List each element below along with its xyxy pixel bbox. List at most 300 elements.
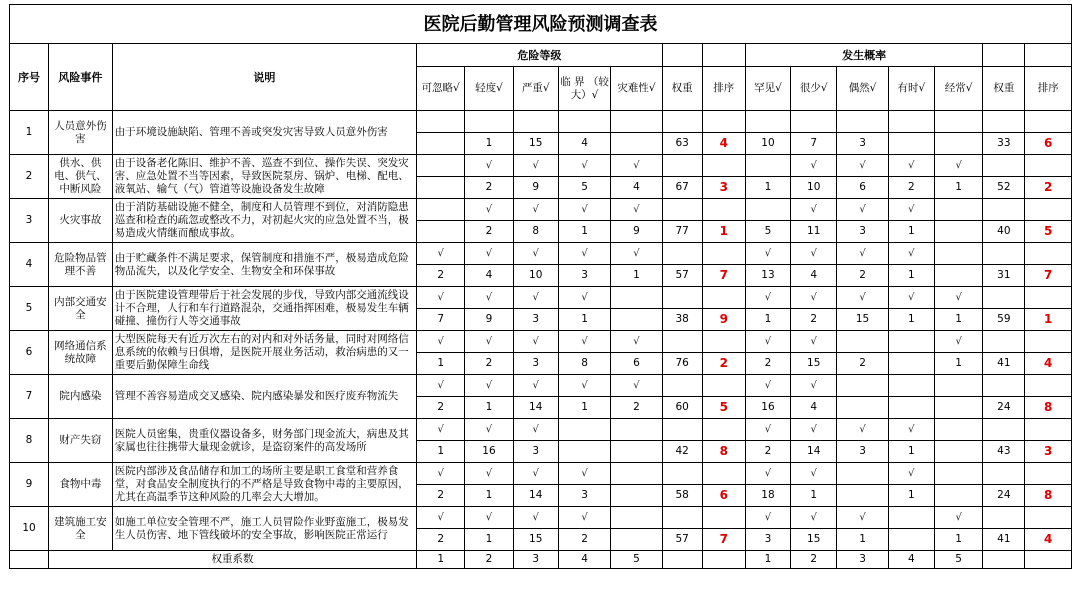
- prob-count: [888, 353, 934, 375]
- prob-count: 3: [837, 221, 888, 243]
- danger-tick: √: [513, 419, 558, 441]
- danger-tick: √: [417, 507, 465, 529]
- prob-count: 7: [791, 133, 837, 155]
- danger-weight: 60: [662, 397, 702, 419]
- danger-tick: √: [465, 463, 513, 485]
- prob-tick: √: [837, 419, 888, 441]
- danger-count: 1: [465, 397, 513, 419]
- danger-rank-header: 排序: [702, 67, 745, 111]
- prob-count: [837, 397, 888, 419]
- danger-weight: 58: [662, 485, 702, 507]
- danger-count: 2: [465, 353, 513, 375]
- danger-count: 16: [465, 441, 513, 463]
- danger-tick: √: [611, 155, 662, 177]
- danger-tick: [465, 111, 513, 133]
- danger-tick: √: [558, 375, 610, 397]
- danger-rank-blank: [702, 111, 745, 133]
- danger-weight-blank: [662, 155, 702, 177]
- prob-weight-blank: [983, 243, 1025, 265]
- danger-tick: [417, 199, 465, 221]
- prob-rank: 5: [1025, 221, 1072, 243]
- prob-count: 15: [791, 353, 837, 375]
- prob-coefficient: 4: [888, 551, 934, 569]
- danger-weight: 42: [662, 441, 702, 463]
- risk-description: 由于医院建设管理带后于社会发展的步伐，导致内部交通流线设计不合理，人行和车行道路混杂，交通指挥困难，极易发生车辆碰撞、撞伤行人等交通事故: [112, 287, 416, 331]
- prob-count: 2: [791, 309, 837, 331]
- prob-rank-blank: [1025, 111, 1072, 133]
- prob-count: 1: [888, 309, 934, 331]
- danger-tick: √: [513, 331, 558, 353]
- prob-level-header: 偶然√: [837, 67, 888, 111]
- prob-tick: √: [934, 155, 982, 177]
- table-row: [10, 507, 1072, 529]
- header-desc: 说明: [112, 44, 416, 111]
- danger-count: 7: [417, 309, 465, 331]
- danger-count: 15: [513, 133, 558, 155]
- table-row: [10, 243, 1072, 265]
- prob-coefficient: 2: [791, 551, 837, 569]
- danger-tick: √: [513, 507, 558, 529]
- danger-tick: √: [611, 199, 662, 221]
- prob-count: [934, 441, 982, 463]
- prob-level-header: 很少√: [791, 67, 837, 111]
- danger-tick: √: [611, 243, 662, 265]
- risk-event: 食物中毒: [49, 463, 113, 507]
- danger-count: 1: [465, 529, 513, 551]
- prob-count: [934, 397, 982, 419]
- table-row: [10, 287, 1072, 309]
- prob-weight: 24: [983, 485, 1025, 507]
- danger-weight: 76: [662, 353, 702, 375]
- prob-tick: √: [934, 507, 982, 529]
- danger-count: [611, 133, 662, 155]
- prob-count: 1: [888, 485, 934, 507]
- row-number: 3: [10, 199, 49, 243]
- danger-tick: [611, 419, 662, 441]
- header-event: 风险事件: [49, 44, 113, 111]
- prob-tick: [791, 111, 837, 133]
- danger-tick: [558, 111, 610, 133]
- danger-tick: √: [465, 375, 513, 397]
- header-probability: 发生概率: [745, 44, 982, 67]
- danger-tick: √: [513, 199, 558, 221]
- danger-rank-blank: [702, 507, 745, 529]
- danger-count: 14: [513, 485, 558, 507]
- prob-weight-header: 权重: [983, 67, 1025, 111]
- weight-coefficient-row: [10, 551, 1072, 569]
- danger-count: [558, 441, 610, 463]
- prob-rank: 3: [1025, 441, 1072, 463]
- danger-tick: √: [558, 155, 610, 177]
- prob-weight: 31: [983, 265, 1025, 287]
- danger-count: 4: [558, 133, 610, 155]
- danger-tick: √: [558, 463, 610, 485]
- prob-tick: √: [791, 243, 837, 265]
- danger-coefficient: 3: [513, 551, 558, 569]
- prob-rank: 2: [1025, 177, 1072, 199]
- danger-tick: √: [417, 331, 465, 353]
- danger-weight: 57: [662, 265, 702, 287]
- danger-rank-blank: [702, 199, 745, 221]
- danger-tick: √: [465, 507, 513, 529]
- prob-rank: 4: [1025, 529, 1072, 551]
- prob-count: [888, 397, 934, 419]
- prob-tick: √: [791, 287, 837, 309]
- danger-tick: √: [611, 331, 662, 353]
- prob-count: [934, 133, 982, 155]
- prob-tick: √: [791, 199, 837, 221]
- risk-event: 建筑施工安全: [49, 507, 113, 551]
- danger-tick: √: [611, 375, 662, 397]
- prob-tick: [837, 331, 888, 353]
- risk-event: 内部交通安全: [49, 287, 113, 331]
- header-no: 序号: [10, 44, 49, 111]
- prob-weight: 24: [983, 397, 1025, 419]
- prob-tick: [888, 507, 934, 529]
- row-number: 1: [10, 111, 49, 155]
- prob-count: 3: [837, 441, 888, 463]
- prob-tick: [888, 331, 934, 353]
- danger-tick: √: [558, 287, 610, 309]
- row-number: 8: [10, 419, 49, 463]
- danger-rank: 7: [702, 529, 745, 551]
- danger-count: 3: [513, 309, 558, 331]
- danger-tick: √: [465, 243, 513, 265]
- prob-tick: √: [837, 199, 888, 221]
- row-number: 2: [10, 155, 49, 199]
- prob-count: [837, 485, 888, 507]
- prob-weight: 41: [983, 353, 1025, 375]
- prob-weight: 43: [983, 441, 1025, 463]
- prob-count: 2: [745, 353, 790, 375]
- danger-tick: [417, 111, 465, 133]
- danger-level-header: 临 界 （较大）√: [558, 67, 610, 111]
- prob-tick: √: [837, 155, 888, 177]
- danger-tick: √: [417, 419, 465, 441]
- danger-weight: 38: [662, 309, 702, 331]
- danger-rank-blank: [702, 287, 745, 309]
- prob-rank-blank: [1025, 419, 1072, 441]
- danger-count: 9: [611, 221, 662, 243]
- prob-count: 14: [791, 441, 837, 463]
- danger-count: 2: [417, 265, 465, 287]
- risk-event: 危险物品管理不善: [49, 243, 113, 287]
- danger-coefficient: 5: [611, 551, 662, 569]
- prob-count: 16: [745, 397, 790, 419]
- row-number: 4: [10, 243, 49, 287]
- prob-coefficient: 1: [745, 551, 790, 569]
- table-row: [10, 155, 1072, 177]
- danger-tick: √: [558, 331, 610, 353]
- prob-count: [888, 529, 934, 551]
- prob-tick: √: [791, 331, 837, 353]
- footer-blank: [1025, 551, 1072, 569]
- danger-count: 10: [513, 265, 558, 287]
- risk-event: 院内感染: [49, 375, 113, 419]
- danger-rank: 2: [702, 353, 745, 375]
- risk-description: 由于贮藏条件不满足要求，保管制度和措施不严，极易造成危险物品流失，以及化学安全、生物安全和环保事故: [112, 243, 416, 287]
- danger-count: 2: [465, 177, 513, 199]
- prob-count: 1: [934, 353, 982, 375]
- danger-count: [611, 441, 662, 463]
- prob-weight-blank: [983, 419, 1025, 441]
- danger-rank-blank: [702, 243, 745, 265]
- footer-blank: [10, 551, 49, 569]
- risk-table: [9, 4, 1072, 569]
- table-row: [10, 199, 1072, 221]
- danger-count: 15: [513, 529, 558, 551]
- risk-description: 管理不善容易造成交叉感染、院内感染暴发和医疗废弃物流失: [112, 375, 416, 419]
- prob-rank-blank: [1025, 287, 1072, 309]
- danger-tick: √: [417, 463, 465, 485]
- prob-count: 11: [791, 221, 837, 243]
- danger-tick: √: [465, 155, 513, 177]
- prob-tick: √: [837, 287, 888, 309]
- danger-count: 4: [611, 177, 662, 199]
- prob-count: 1: [934, 309, 982, 331]
- prob-tick: √: [934, 287, 982, 309]
- danger-rank: 3: [702, 177, 745, 199]
- prob-count: 3: [837, 133, 888, 155]
- danger-rank: 7: [702, 265, 745, 287]
- prob-weight: 59: [983, 309, 1025, 331]
- prob-count: 2: [837, 353, 888, 375]
- danger-tick: √: [513, 243, 558, 265]
- danger-rank-blank: [702, 155, 745, 177]
- danger-count: 1: [558, 221, 610, 243]
- danger-weight-blank: [662, 243, 702, 265]
- danger-count: 1: [417, 441, 465, 463]
- prob-rank-blank: [1025, 375, 1072, 397]
- prob-tick: [745, 199, 790, 221]
- prob-count: 13: [745, 265, 790, 287]
- danger-tick: √: [513, 155, 558, 177]
- header-danger-level: 危险等级: [417, 44, 663, 67]
- header-blank: [702, 44, 745, 67]
- danger-weight-blank: [662, 287, 702, 309]
- risk-event: 财产失窃: [49, 419, 113, 463]
- danger-tick: [611, 507, 662, 529]
- danger-tick: √: [417, 375, 465, 397]
- prob-tick: [934, 243, 982, 265]
- prob-count: 10: [745, 133, 790, 155]
- prob-count: 15: [837, 309, 888, 331]
- prob-tick: √: [791, 155, 837, 177]
- danger-tick: [611, 287, 662, 309]
- prob-tick: √: [791, 375, 837, 397]
- prob-weight: 52: [983, 177, 1025, 199]
- danger-count: [417, 177, 465, 199]
- danger-coefficient: 2: [465, 551, 513, 569]
- prob-count: [934, 485, 982, 507]
- prob-weight-blank: [983, 155, 1025, 177]
- danger-count: 3: [513, 353, 558, 375]
- risk-description: 由于消防基础设施不健全，制度和人员管理不到位，对消防隐患巡查和检查的疏忽或整改不力，对初起火灾的应急处置不当，极易造成火情继而酿成事故。: [112, 199, 416, 243]
- risk-description: 由于设备老化陈旧、维护不善、巡查不到位、操作失误、突发灾害、应急处置不当等因素，导致医院泵房、锅炉、电梯、配电、液氧站、输气（气）管道等设施设备发生故障: [112, 155, 416, 199]
- prob-tick: √: [745, 375, 790, 397]
- prob-tick: √: [888, 419, 934, 441]
- prob-weight-blank: [983, 287, 1025, 309]
- prob-tick: √: [888, 243, 934, 265]
- prob-count: 1: [888, 265, 934, 287]
- danger-count: 9: [465, 309, 513, 331]
- prob-level-header: 经常√: [934, 67, 982, 111]
- prob-tick: √: [888, 287, 934, 309]
- danger-count: 4: [465, 265, 513, 287]
- prob-count: 4: [791, 265, 837, 287]
- footer-blank: [702, 551, 745, 569]
- prob-tick: √: [745, 419, 790, 441]
- danger-tick: √: [558, 243, 610, 265]
- danger-rank-blank: [702, 331, 745, 353]
- danger-rank-blank: [702, 375, 745, 397]
- prob-count: 1: [934, 529, 982, 551]
- danger-count: 8: [513, 221, 558, 243]
- danger-count: 6: [611, 353, 662, 375]
- danger-weight: 57: [662, 529, 702, 551]
- danger-level-header: 可忽略√: [417, 67, 465, 111]
- risk-survey-sheet: [9, 4, 1072, 586]
- danger-count: [611, 309, 662, 331]
- danger-count: 1: [465, 485, 513, 507]
- prob-count: 3: [745, 529, 790, 551]
- prob-count: 1: [745, 309, 790, 331]
- danger-weight-blank: [662, 331, 702, 353]
- danger-weight: 63: [662, 133, 702, 155]
- prob-tick: √: [745, 331, 790, 353]
- prob-tick: [888, 375, 934, 397]
- risk-description: 如施工单位安全管理不严，施工人员冒险作业野蛮施工，极易发生人员伤害、地下管线破坏的安全事故，影响医院正常运行: [112, 507, 416, 551]
- danger-weight: 77: [662, 221, 702, 243]
- row-number: 9: [10, 463, 49, 507]
- danger-weight-blank: [662, 463, 702, 485]
- prob-weight-blank: [983, 199, 1025, 221]
- danger-count: 2: [417, 529, 465, 551]
- danger-tick: √: [513, 463, 558, 485]
- danger-weight-blank: [662, 419, 702, 441]
- row-number: 10: [10, 507, 49, 551]
- table-row: [10, 463, 1072, 485]
- prob-count: [888, 133, 934, 155]
- prob-rank: 6: [1025, 133, 1072, 155]
- danger-count: 2: [465, 221, 513, 243]
- footer-blank: [662, 551, 702, 569]
- table-row: [10, 419, 1072, 441]
- prob-tick: [934, 111, 982, 133]
- prob-tick: √: [837, 507, 888, 529]
- danger-tick: √: [465, 287, 513, 309]
- danger-weight-blank: [662, 375, 702, 397]
- danger-rank-blank: [702, 419, 745, 441]
- danger-level-header: 灾难性√: [611, 67, 662, 111]
- prob-rank-blank: [1025, 243, 1072, 265]
- danger-level-header: 轻度√: [465, 67, 513, 111]
- prob-count: [934, 221, 982, 243]
- prob-rank-blank: [1025, 155, 1072, 177]
- prob-tick: [934, 375, 982, 397]
- prob-level-header: 罕见√: [745, 67, 790, 111]
- danger-count: 2: [558, 529, 610, 551]
- prob-rank-blank: [1025, 199, 1072, 221]
- danger-tick: √: [513, 375, 558, 397]
- danger-tick: [417, 155, 465, 177]
- header-blank: [1025, 44, 1072, 67]
- danger-tick: √: [513, 287, 558, 309]
- risk-description: 医院内部涉及食品储存和加工的场所主要是职工食堂和营养食堂，对食品安全制度执行的不严格是导致食物中毒的主要原因，尤其在高温季节这种风险的几率会大大增加。: [112, 463, 416, 507]
- prob-tick: √: [791, 507, 837, 529]
- prob-rank-header: 排序: [1025, 67, 1072, 111]
- prob-tick: [934, 463, 982, 485]
- footer-blank: [983, 551, 1025, 569]
- prob-count: 6: [837, 177, 888, 199]
- prob-level-header: 有时√: [888, 67, 934, 111]
- danger-rank: 4: [702, 133, 745, 155]
- prob-coefficient: 5: [934, 551, 982, 569]
- prob-rank-blank: [1025, 463, 1072, 485]
- prob-count: 1: [745, 177, 790, 199]
- danger-count: [417, 221, 465, 243]
- danger-rank: 6: [702, 485, 745, 507]
- prob-weight-blank: [983, 111, 1025, 133]
- danger-count: 3: [513, 441, 558, 463]
- risk-event: 人员意外伤害: [49, 111, 113, 155]
- page-title: 医院后勤管理风险预测调查表: [10, 5, 1072, 44]
- prob-tick: √: [791, 463, 837, 485]
- prob-tick: √: [745, 463, 790, 485]
- prob-weight: 40: [983, 221, 1025, 243]
- prob-tick: [837, 111, 888, 133]
- risk-event: 供水、供电、供气、中断风险: [49, 155, 113, 199]
- danger-count: 9: [513, 177, 558, 199]
- prob-count: 2: [888, 177, 934, 199]
- prob-rank: 8: [1025, 485, 1072, 507]
- danger-count: 1: [611, 265, 662, 287]
- prob-tick: [837, 463, 888, 485]
- danger-tick: √: [465, 331, 513, 353]
- danger-tick: [513, 111, 558, 133]
- prob-tick: [934, 419, 982, 441]
- prob-count: 2: [837, 265, 888, 287]
- prob-tick: √: [888, 199, 934, 221]
- danger-tick: [558, 419, 610, 441]
- prob-tick: √: [837, 243, 888, 265]
- prob-weight-blank: [983, 375, 1025, 397]
- danger-count: 1: [558, 309, 610, 331]
- danger-tick: [611, 111, 662, 133]
- prob-weight-blank: [983, 463, 1025, 485]
- weight-coefficient-label: 权重系数: [49, 551, 417, 569]
- prob-tick: [934, 199, 982, 221]
- danger-count: [417, 133, 465, 155]
- risk-event: 火灾事故: [49, 199, 113, 243]
- danger-count: [611, 485, 662, 507]
- prob-coefficient: 3: [837, 551, 888, 569]
- danger-weight: 67: [662, 177, 702, 199]
- table-row: [10, 375, 1072, 397]
- prob-weight-blank: [983, 507, 1025, 529]
- danger-tick: √: [465, 419, 513, 441]
- prob-count: 15: [791, 529, 837, 551]
- danger-coefficient: 1: [417, 551, 465, 569]
- table-row: [10, 111, 1072, 133]
- danger-tick: √: [417, 287, 465, 309]
- row-number: 5: [10, 287, 49, 331]
- danger-count: 14: [513, 397, 558, 419]
- prob-rank-blank: [1025, 331, 1072, 353]
- prob-tick: [837, 375, 888, 397]
- danger-count: 3: [558, 265, 610, 287]
- risk-description: 由于环境设施缺陷、管理不善或突发灾害导致人员意外伤害: [112, 111, 416, 155]
